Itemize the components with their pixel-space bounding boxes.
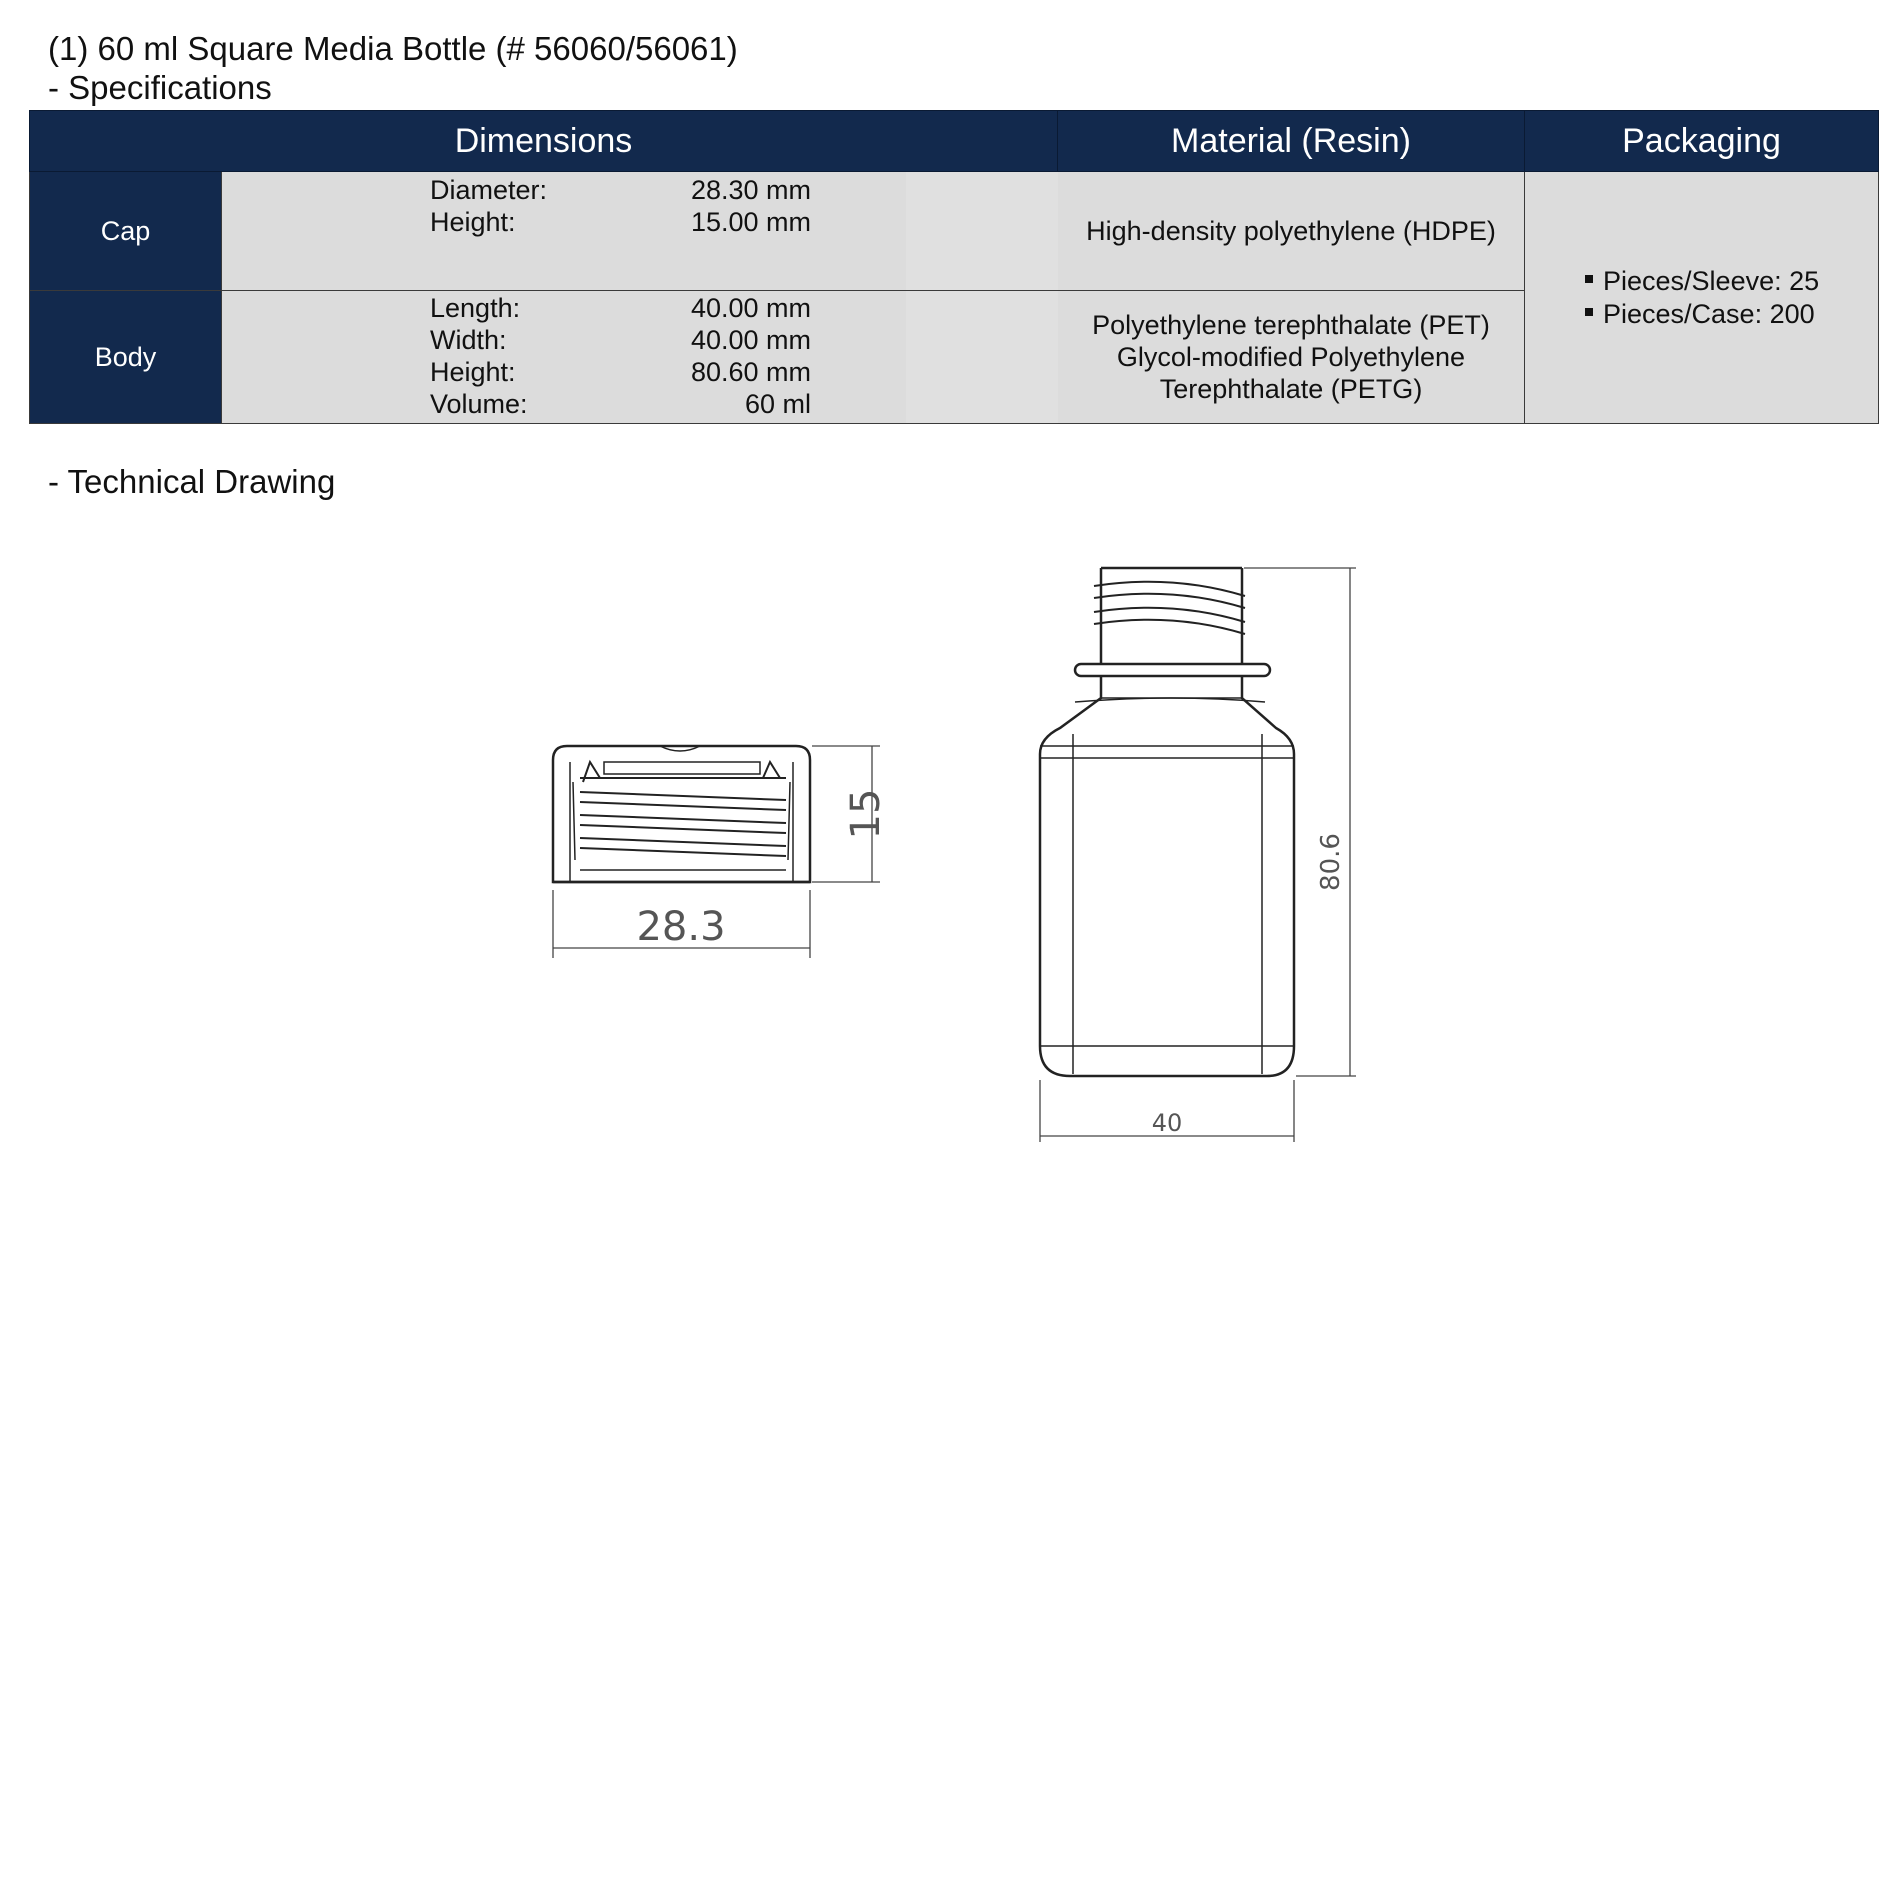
specifications-heading: - Specifications (48, 69, 272, 106)
dim-label: Width: (430, 325, 507, 355)
cap-material-cell (1058, 172, 1525, 291)
dim-value: 40.00 mm (690, 293, 811, 323)
bottle-dimension-lines (1040, 568, 1356, 1142)
material-line: High-density polyethylene (HDPE) (1086, 216, 1496, 246)
cap-drawing (553, 746, 810, 882)
dim-label: Volume: (430, 389, 528, 419)
cap-dimensions-cell (222, 172, 1058, 291)
specifications-table (29, 110, 1879, 424)
dim-value: 80.60 mm (690, 357, 811, 387)
column-header-packaging: Packaging (1525, 111, 1879, 172)
cap-diameter-label: 28.3 (636, 904, 726, 950)
column-header-dimensions: Dimensions (30, 111, 1058, 172)
row-header-cap: Cap (30, 172, 222, 291)
material-line: Glycol-modified Polyethylene (1116, 342, 1466, 372)
material-line: Polyethylene terephthalate (PET) (1092, 310, 1490, 340)
dim-value: 15.00 mm (690, 207, 811, 237)
bottle-drawing (1040, 568, 1294, 1076)
row-header-body: Body (30, 291, 222, 424)
dim-value: 28.30 mm (690, 175, 811, 205)
material-line: Terephthalate (PETG) (1159, 374, 1423, 404)
packaging-item: Pieces/Sleeve: 25 (1585, 265, 1877, 298)
packaging-cell (1525, 172, 1879, 424)
bottle-height-label: 80.6 (1316, 833, 1346, 891)
dim-label: Length: (430, 293, 521, 323)
dim-label: Height: (430, 357, 516, 387)
document-title: (1) 60 ml Square Media Bottle (# 56060/56061) (48, 30, 738, 67)
technical-drawing-heading: - Technical Drawing (48, 463, 336, 500)
technical-drawing (0, 540, 1902, 1160)
packaging-item: Pieces/Case: 200 (1585, 298, 1877, 331)
dim-label: Height: (430, 207, 516, 237)
dim-label: Diameter: (430, 175, 548, 205)
table-header-row (30, 111, 1879, 172)
dim-value: 60 ml (744, 389, 811, 419)
body-dimensions-cell (222, 291, 1058, 424)
body-material-cell (1058, 291, 1525, 424)
table-row-cap (30, 172, 1879, 291)
bottle-width-label: 40 (1151, 1109, 1183, 1137)
dim-value: 40.00 mm (690, 325, 811, 355)
cap-height-label: 15 (843, 788, 889, 840)
column-header-material: Material (Resin) (1058, 111, 1525, 172)
